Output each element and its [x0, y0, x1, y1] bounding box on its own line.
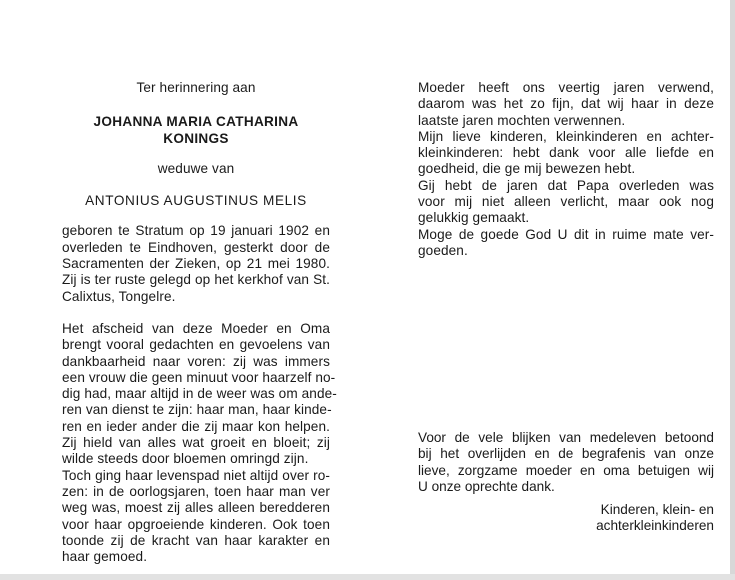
thanks-paragraph: [418, 430, 714, 495]
tribute-line: haar gemoed.: [62, 549, 148, 565]
message-line: laatste jaren mochten verwennen.: [418, 112, 626, 128]
message-line: goeden.: [418, 242, 468, 258]
signature-line: Kinderen, klein- en: [600, 502, 714, 517]
tribute-line: Het afscheid van deze Moeder en Oma: [62, 320, 330, 336]
tribute-line: zen: in de oorlogsjaren, toen haar man ver: [62, 483, 330, 499]
tribute-paragraph: [62, 320, 337, 565]
message-line: Moge de goede God U dit in ruime mate ver-: [418, 226, 714, 242]
tribute-line: ren en ieder ander die zij maar kon helpen.: [62, 418, 330, 434]
biography-paragraph: [62, 223, 330, 304]
signature-line: achterkleinkinderen: [596, 518, 714, 534]
tribute-line: dig had, maar altijd in de weer was om ande-: [62, 386, 337, 402]
widow-of-text: weduwe van: [157, 160, 235, 176]
thanks-line: bij het overlijden en de begrafenis van onze: [418, 446, 714, 462]
thanks-line: lieve, zorgzame moeder en oma betuigen wij: [418, 462, 714, 478]
tribute-line: toonde zij de kracht van haar karakter en: [62, 532, 330, 548]
card-edge-shadow: [730, 0, 735, 580]
tribute-line: weg was, moest zij alles alleen beredderen: [62, 500, 330, 516]
thanks-line: Voor de vele blijken van medeleven betoond: [418, 430, 714, 445]
deceased-name-line1: JOHANNA MARIA CATHARINA: [93, 114, 299, 130]
tribute-line: brengt vooral gedachten en gevoelens van: [62, 337, 330, 353]
signature-block: [560, 502, 714, 535]
spouse-name: ANTONIUS AUGUSTINUS MELIS: [85, 193, 307, 209]
message-line: voor mij niet alleen verlicht, maar ook nog: [418, 194, 714, 210]
bio-line: overleden te Eindhoven, gesterkt door de: [62, 239, 330, 255]
message-line: kleinkinderen: hebt dank voor alle liefde en: [418, 145, 714, 161]
tribute-line: een vrouw die geen minuut voor haarzelf no-: [62, 369, 336, 385]
message-line: Mijn lieve kinderen, kleinkinderen en achter-: [418, 128, 714, 144]
message-line: Moeder heeft ons veertig jaren verwend,: [418, 80, 714, 95]
right-column: [418, 80, 714, 259]
tribute-line: ren van dienst te zijn: haar man, haar kinde-: [62, 402, 332, 418]
bio-line: geboren te Stratum op 19 januari 1902 en: [62, 223, 330, 239]
message-line: daarom was het zo fijn, dat wij haar in deze: [418, 96, 714, 112]
bio-line: Calixtus, Tongelre.: [62, 288, 176, 304]
bio-line: Zij is ter ruste gelegd op het kerkhof van St.: [62, 272, 330, 288]
tribute-line: dankbaarheid naar voren: zij was immers: [62, 353, 330, 369]
message-line: goedheid, die ge mij bewezen hebt.: [418, 161, 636, 177]
deceased-name-line2: KONINGS: [163, 130, 229, 146]
card-bottom-edge: [0, 574, 735, 580]
message-line: gelukkig gemaakt.: [418, 210, 530, 226]
bio-line: Sacramenten der Zieken, op 21 mei 1980.: [62, 256, 330, 272]
tribute-line: voor haar opgroeiende kinderen. Ook toen: [62, 516, 330, 532]
tribute-line: Zij hield van alles wat groeit en bloeit; zij: [62, 435, 330, 451]
intro-text: Ter herinnering aan: [136, 80, 256, 95]
tribute-line: wilde steeds door bloemen omringd zijn.: [62, 451, 309, 467]
message-paragraph: [418, 80, 714, 259]
tribute-line: Toch ging haar levenspad niet altijd over ro-: [62, 467, 330, 483]
left-column: [62, 80, 337, 565]
thanks-line: U onze oprechte dank.: [418, 478, 555, 494]
message-line: Gij hebt de jaren dat Papa overleden was: [418, 177, 714, 193]
